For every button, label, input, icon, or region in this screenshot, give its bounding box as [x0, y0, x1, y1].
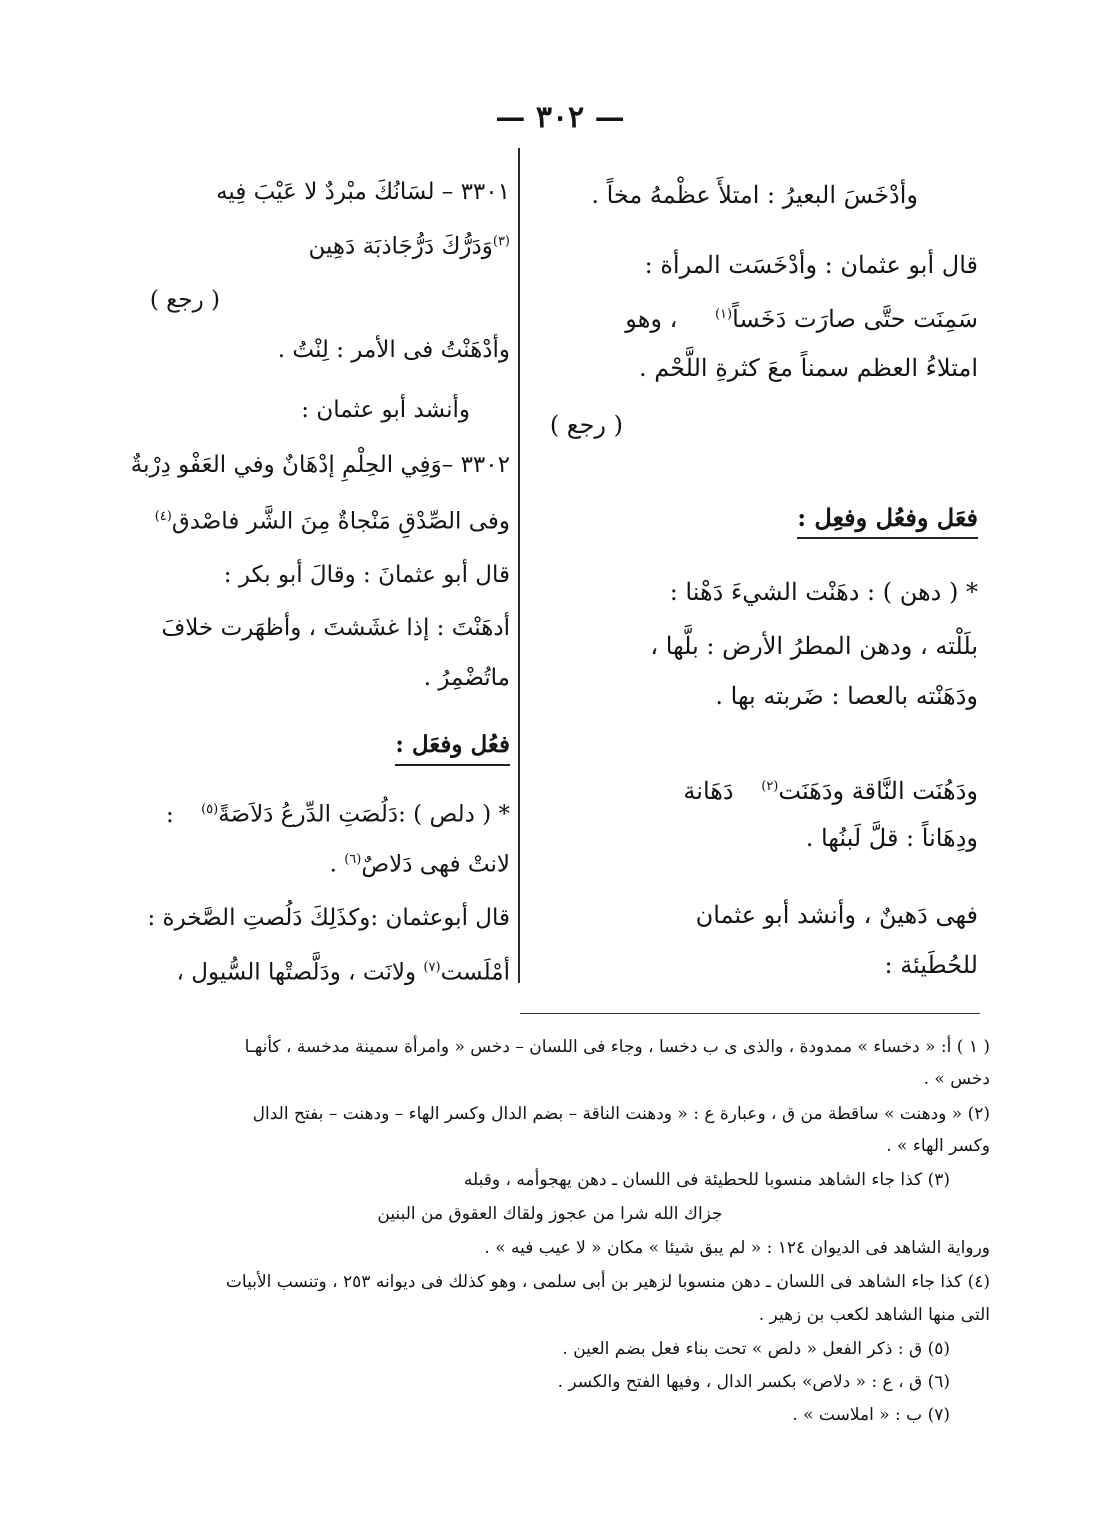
- text-line: بلَلْته ، ودهن المطرُ الأرض : بلَّها ،: [650, 632, 978, 660]
- text-line: للحُطَيئة :: [884, 951, 978, 979]
- footnote-ref: (٦): [344, 852, 362, 867]
- return-label: ( رجع ): [549, 411, 623, 439]
- footnote-ref: (٢): [761, 779, 779, 794]
- right-column: [548, 155, 978, 985]
- footnote: (٥) ق : ذكر الفعل « دلص » تحت بناء فعل بضم العين .: [562, 1339, 950, 1359]
- section-heading: فعَل وفعُل وفعِل :: [797, 503, 978, 539]
- verse-line: ٣٣٠١ – لسَانُكَ مبْردٌ لا عَيْبَ فِيه: [216, 179, 510, 205]
- text-segment: أمْلَست: [440, 959, 510, 986]
- text-line: ماتُضْمِرُ .: [423, 665, 510, 691]
- text-line: * ( دهن ) : دهَنْت الشيءَ دَهْنا :: [669, 578, 978, 606]
- text-segment: لانتْ فهى دَلاصٌ: [361, 851, 510, 878]
- column-divider: [518, 148, 520, 983]
- text-line: وأدْهَنْتُ فى الأمر : لِنْتُ .: [277, 337, 510, 363]
- text-line: [625, 300, 978, 334]
- text-segment: :: [166, 801, 174, 828]
- verse-line: [308, 227, 510, 262]
- verse-line: ٣٣٠٢ –وَفِي الحِلْمِ إدْهَانٌ وفي العَفْو دِرْبةٌ: [130, 452, 510, 478]
- footnote-ref: (٤): [154, 509, 172, 524]
- text-segment: وفى الصِّدْقِ مَنْجاةٌ مِنَ الشَّر فاصْدق: [171, 508, 510, 535]
- footnote: دخس » .: [923, 1069, 990, 1089]
- text-line: [177, 953, 511, 988]
- text-segment: ودَهُنَت النَّاقة ودَهَنَت: [778, 777, 978, 805]
- text-segment: ، وهو: [625, 305, 678, 333]
- section-heading: فعُل وفعَل :: [395, 730, 510, 766]
- text-line: قال أبو عثمان : وأدْخَسَت المرأة :: [644, 251, 978, 279]
- text-line: [683, 772, 978, 806]
- text-line: فهى دَهينٌ ، وأنشد أبو عثمان: [695, 901, 978, 929]
- text-line: وأدْخَسَ البعيرُ : امتلأَ عظْمهُ مخاً .: [591, 181, 918, 209]
- text-line: وأنشد أبو عثمان :: [301, 397, 470, 423]
- text-line: [330, 845, 510, 880]
- text-segment: دَهَانة: [683, 777, 734, 805]
- left-column: [110, 155, 510, 985]
- text-segment: * ( دلص ) :دَلُصَتِ الدِّرعُ دَلاَصَةً: [218, 801, 510, 828]
- footnote-ref: (٣): [492, 234, 510, 249]
- text-line: ودِهَاناً : قلَّ لَبنُها .: [805, 824, 978, 852]
- footnote: (٣) كذا جاء الشاهد منسوبا للحطيئة فى اللسان ـ دهن يهجوأمه ، وقبله: [463, 1170, 950, 1190]
- text-segment: وَدَرُّكَ دَرُّجَاذبَة دَهِين: [308, 233, 493, 260]
- text-line: [166, 795, 510, 830]
- footnote-ref: (٧): [423, 960, 441, 975]
- text-line: قال أبو عثمانَ : وقالَ أبو بكر :: [223, 562, 510, 588]
- text-segment: .: [329, 851, 337, 878]
- text-segment: ولانَت ، ودَلَّصتْها السُّيول ،: [176, 959, 417, 986]
- footnote-ref: (١): [714, 307, 733, 322]
- footnote: (٧) ب : « املاست » .: [792, 1405, 950, 1425]
- text-line: امتلاءُ العظم سمناً معَ كثرةِ اللَّحْم .: [638, 354, 978, 382]
- text-line: قال أبوعثمان :وكذَلِكَ دَلُصتِ الصَّخرة :: [147, 905, 510, 931]
- footnote: (٢) « ودهنت » ساقطة من ق ، وعبارة ع : « ودهنت الناقة – بضم الدال وكسر الهاء – ودهنت – بفتح الدال: [252, 1104, 990, 1124]
- text-line: ودَهَنْته بالعصا : ضَربته بها .: [715, 682, 978, 710]
- return-label: ( رجع ): [149, 287, 220, 313]
- footnote-rule: [520, 1013, 980, 1014]
- text-line: أدهَنْتَ : إذا غشَشتَ ، وأظهَرت خلافَ: [161, 615, 510, 641]
- text-segment: سَمِنَت حتَّى صارَت دَخَساً: [732, 305, 978, 333]
- footnote: التى منها الشاهد لكعب بن زهير .: [758, 1305, 990, 1325]
- page-number: — ٣٠٢ —: [495, 100, 625, 135]
- footnote: (٦) ق ، ع : « دلاص» بكسر الدال ، وفيها الفتح والكسر .: [557, 1372, 950, 1392]
- footnote: ( ١ ) أ: « دخساء » ممدودة ، والذى ى ب دخسا ، وجاء فى اللسان – دخس « وامرأة سمينة مدخسة ، كأنهـا: [244, 1037, 990, 1057]
- footnote: (٤) كذا جاء الشاهد فى اللسان ـ دهن منسوبا لزهير بن أبى سلمى ، وهو كذلك فى ديوانه ٢٥٣ ، وتنسب الأبيات: [225, 1272, 990, 1292]
- footnote: وكسر الهاء » .: [886, 1136, 990, 1156]
- verse-line: [155, 502, 510, 537]
- footnote-ref: (٥): [201, 802, 219, 817]
- footnote-verse: جزاك الله شرا من عجوز ولقاك العقوق من البنين: [377, 1204, 723, 1224]
- footnote: ورواية الشاهد فى الديوان ١٢٤ : « لم يبق شيئا » مكان « لا عيب فيه » .: [484, 1238, 990, 1258]
